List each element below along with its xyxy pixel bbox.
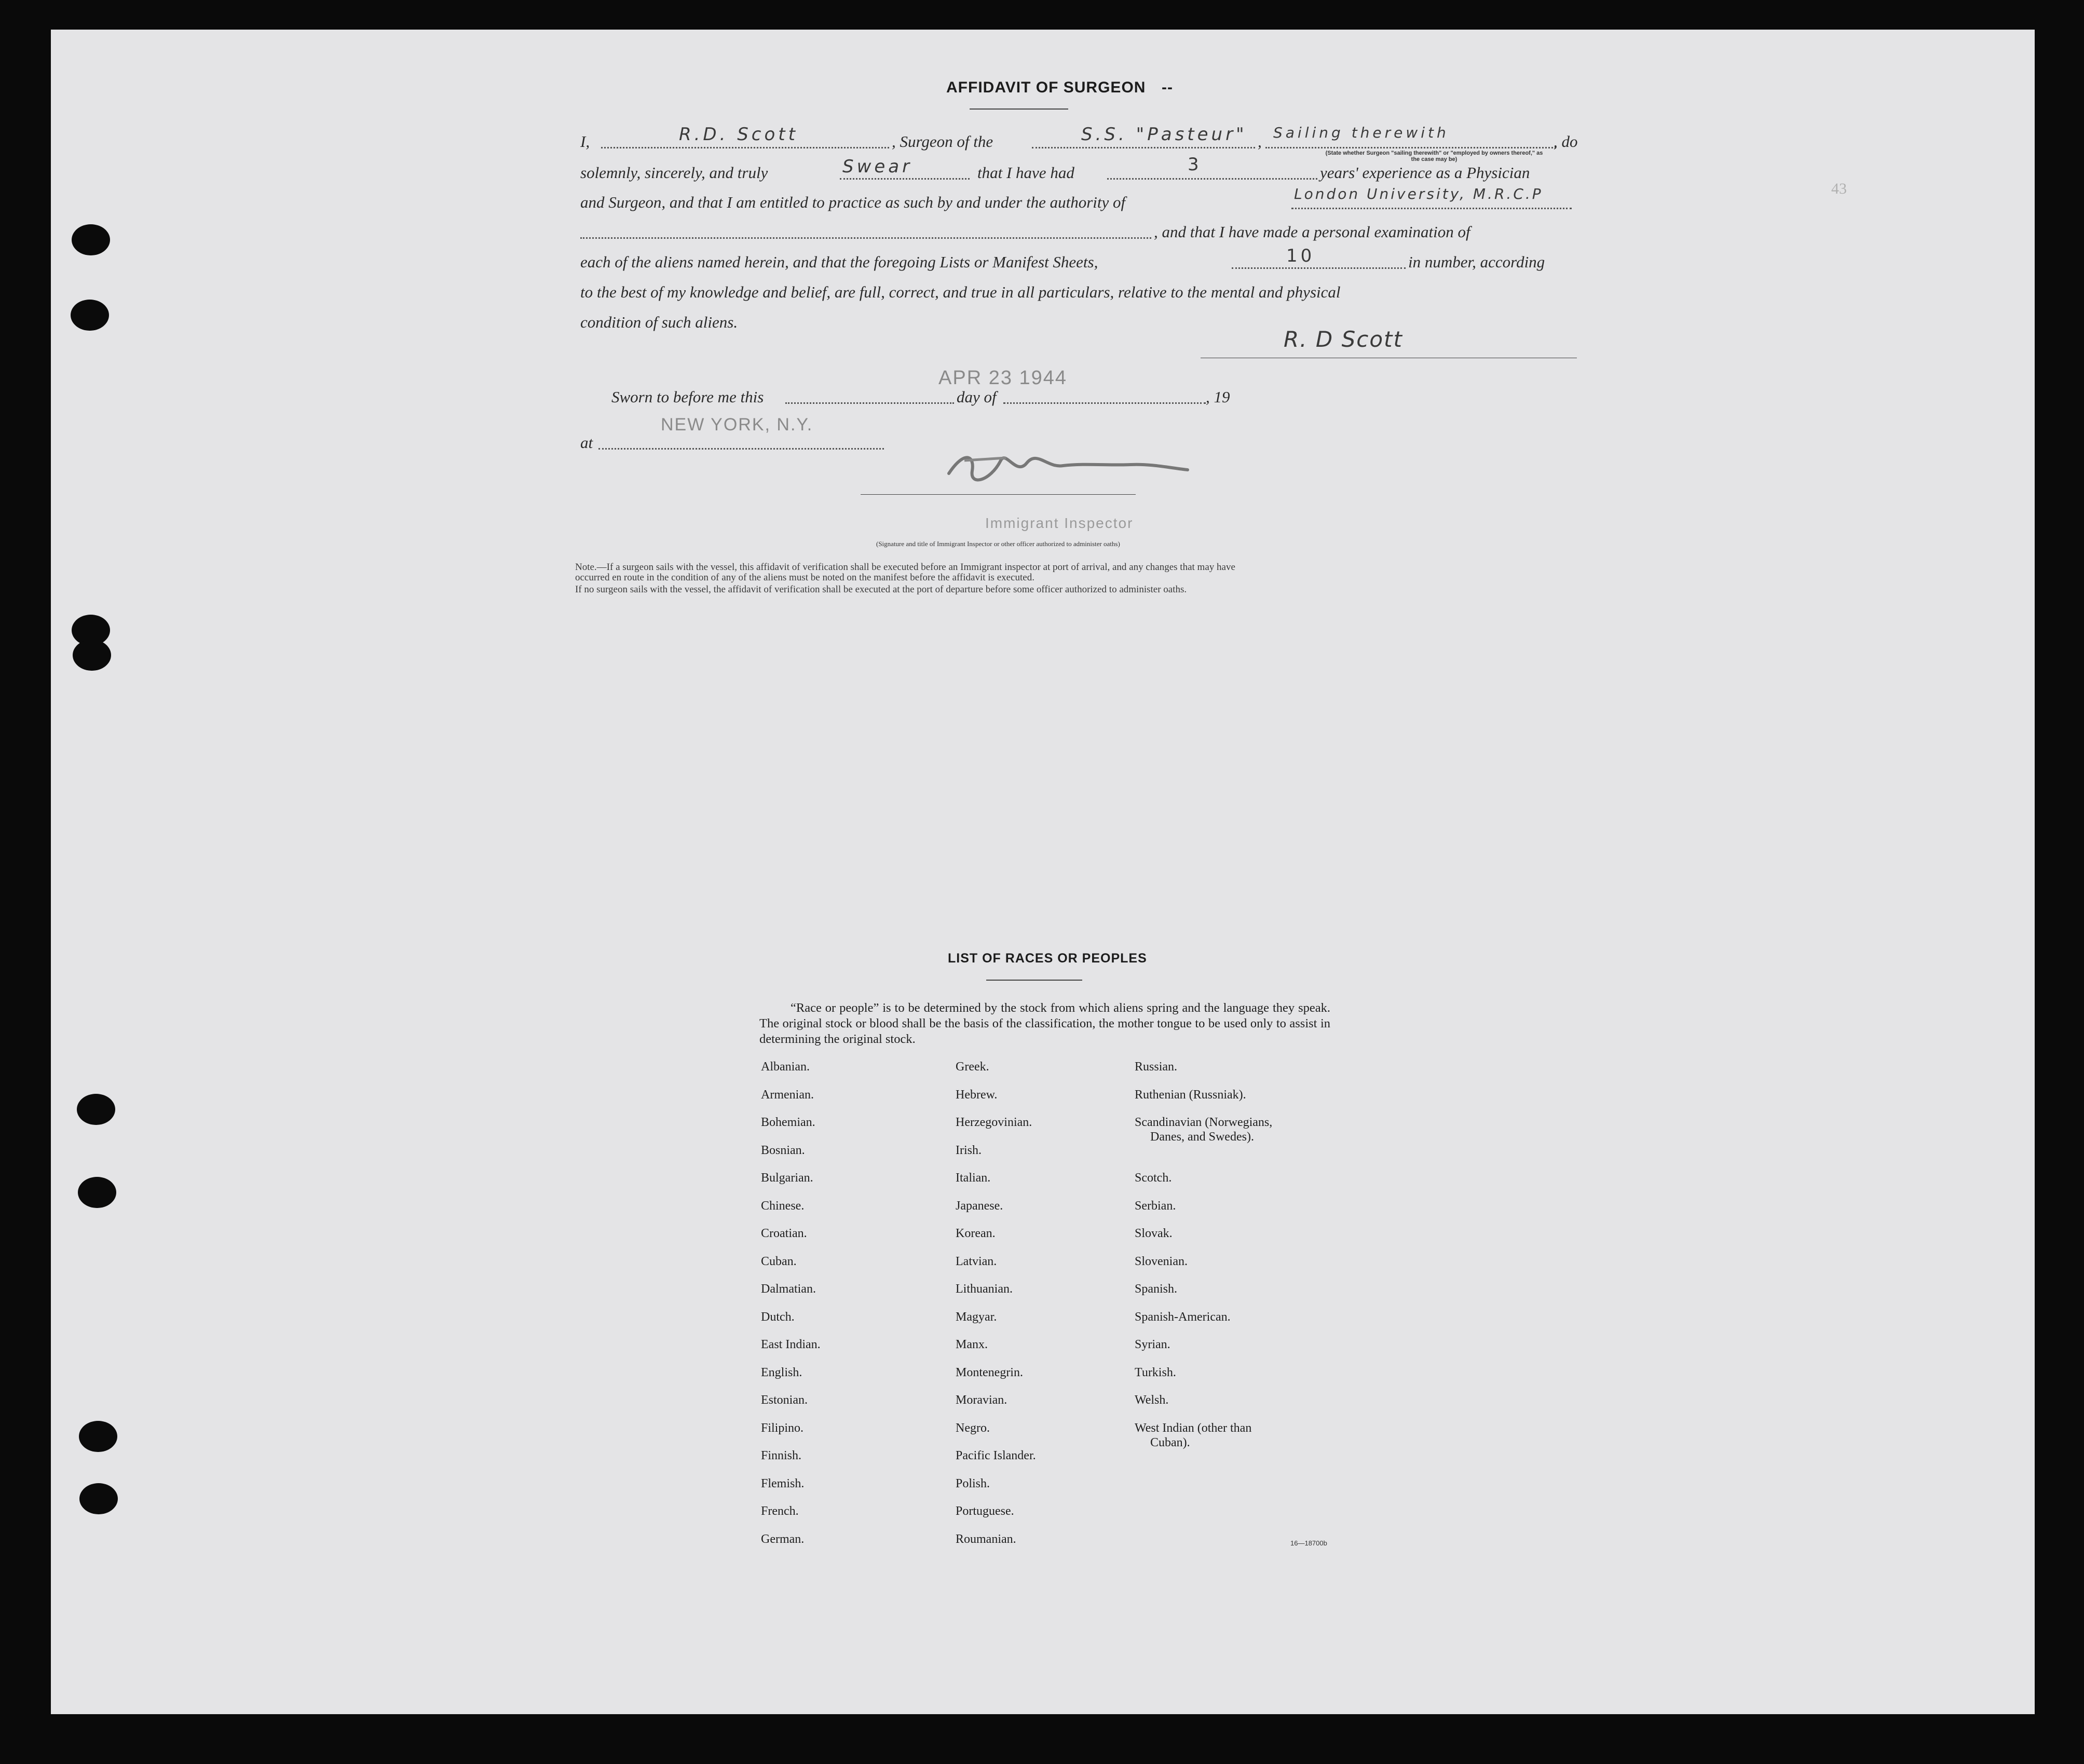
race-item: Filipino.	[761, 1421, 804, 1435]
race-item: Manx.	[956, 1338, 988, 1351]
punch-hole	[71, 300, 109, 331]
race-item: Magyar.	[956, 1310, 997, 1324]
authority-handwritten: London University, M.R.C.P	[1294, 185, 1543, 202]
surgeon-status-handwritten: Sailing therewith	[1273, 124, 1449, 141]
race-item: Pacific Islander.	[956, 1449, 1036, 1462]
race-item: Dutch.	[761, 1310, 795, 1324]
date-stamp: APR 23 1944	[938, 367, 1068, 389]
do: , do	[1554, 132, 1578, 151]
title-underline	[970, 108, 1068, 110]
line2-suffix: years' experience as a Physician	[1320, 164, 1530, 182]
race-item: Finnish.	[761, 1449, 802, 1462]
state-note: (State whether Surgeon "sailing therewith" or "employed by owners thereof," as the case may be)	[1325, 150, 1543, 162]
race-item: Russian.	[1135, 1060, 1178, 1074]
line4-suffix: , and that I have made a personal examination of	[1154, 223, 1470, 241]
surgeon-name-handwritten: R.D. Scott	[679, 124, 798, 145]
margin-mark: 43	[1831, 180, 1847, 197]
race-item: Danes, and Swedes).	[1150, 1130, 1254, 1144]
surgeon-of-the: , Surgeon of the	[892, 132, 993, 151]
race-item: Negro.	[956, 1421, 990, 1435]
race-item: French.	[761, 1504, 799, 1518]
race-item: Hebrew.	[956, 1088, 998, 1102]
punch-hole	[73, 640, 111, 671]
race-item: Greek.	[956, 1060, 989, 1074]
inspector-signature-line	[861, 494, 1136, 495]
race-item: Dalmatian.	[761, 1282, 816, 1296]
sheets-handwritten: 10	[1286, 246, 1315, 266]
sworn-prefix: Sworn to before me this	[611, 388, 764, 406]
punch-hole	[77, 1094, 115, 1125]
race-item: Welsh.	[1135, 1393, 1169, 1407]
race-item: Latvian.	[956, 1254, 997, 1268]
punch-hole	[79, 1483, 118, 1514]
punch-hole	[78, 1177, 116, 1208]
race-item: Irish.	[956, 1143, 982, 1157]
place-stamp: NEW YORK, N.Y.	[661, 415, 813, 435]
document-sheet	[51, 30, 2035, 1714]
oath-handwritten: Swear	[842, 156, 913, 177]
race-item: Ruthenian (Russniak).	[1135, 1088, 1246, 1102]
race-item: Roumanian.	[956, 1532, 1016, 1546]
note-line-2: occurred en route in the condition of any of the aliens must be noted on the manifest before the affidavit is executed.	[575, 572, 1034, 583]
sworn-day-of: day of	[957, 388, 997, 406]
affidavit-title: AFFIDAVIT OF SURGEON	[946, 79, 1146, 96]
years-handwritten: 3	[1188, 154, 1202, 175]
races-col-2	[956, 1060, 1036, 1560]
race-item: Japanese.	[956, 1199, 1003, 1213]
inspector-stamp: Immigrant Inspector	[985, 515, 1134, 531]
races-title: LIST OF RACES OR PEOPLES	[948, 951, 1147, 966]
line2-mid: that I have had	[977, 164, 1074, 182]
races-intro: “Race or people” is to be determined by the stock from which aliens spring and the language they speak. The original stock or blood shall be the basis of the classification, the mother tongue to be used only to assist in determining the original stock.	[759, 1001, 1330, 1046]
race-item: Lithuanian.	[956, 1282, 1013, 1296]
race-item: Estonian.	[761, 1393, 808, 1407]
title-mark: --	[1162, 79, 1173, 96]
race-item: East Indian.	[761, 1338, 821, 1351]
race-item: Serbian.	[1135, 1199, 1176, 1213]
race-item: Bosnian.	[761, 1143, 805, 1157]
note-line-1: Note.—If a surgeon sails with the vessel, this affidavit of verification shall be executed before an Immigrant inspector at port of arrival, and any changes that may have	[575, 562, 1235, 573]
race-item: Moravian.	[956, 1393, 1007, 1407]
surgeon-signature: R. D Scott	[1284, 327, 1403, 352]
ship-name-handwritten: S.S. "Pasteur"	[1081, 124, 1247, 145]
race-item: Montenegrin.	[956, 1365, 1023, 1379]
race-item: Spanish.	[1135, 1282, 1178, 1296]
race-item: Herzegovinian.	[956, 1116, 1032, 1129]
line5-prefix: each of the aliens named herein, and that the foregoing Lists or Manifest Sheets,	[580, 253, 1098, 271]
line2-prefix: solemnly, sincerely, and truly	[580, 164, 768, 182]
affidavit-i: I,	[580, 132, 590, 151]
comma: ,	[1258, 132, 1262, 151]
race-item: Turkish.	[1135, 1365, 1176, 1379]
race-item: Syrian.	[1135, 1338, 1170, 1351]
race-item: Scotch.	[1135, 1171, 1172, 1185]
form-number: 16—18700b	[1290, 1539, 1327, 1547]
race-item: Italian.	[956, 1171, 991, 1185]
line6: to the best of my knowledge and belief, are full, correct, and true in all particulars, relative to the mental and physical	[580, 283, 1341, 301]
races-title-underline	[986, 980, 1082, 981]
line7: condition of such aliens.	[580, 313, 738, 331]
race-item: Bohemian.	[761, 1116, 815, 1129]
race-item: Polish.	[956, 1476, 990, 1490]
sworn-at: at	[580, 433, 593, 452]
race-item: Slovenian.	[1135, 1254, 1188, 1268]
race-item: West Indian (other than	[1135, 1421, 1252, 1435]
race-item: Armenian.	[761, 1088, 814, 1102]
race-item: Flemish.	[761, 1476, 805, 1490]
race-item: Slovak.	[1135, 1227, 1173, 1240]
race-item: Chinese.	[761, 1199, 805, 1213]
race-item: Scandinavian (Norwegians,	[1135, 1116, 1273, 1129]
race-item: German.	[761, 1532, 805, 1546]
race-item: Portuguese.	[956, 1504, 1014, 1518]
race-item: Cuban).	[1150, 1435, 1190, 1449]
note-line-3: If no surgeon sails with the vessel, the affidavit of verification shall be executed at the port of departure before some officer authorized to administer oaths.	[575, 584, 1187, 595]
races-col-1	[761, 1060, 821, 1560]
race-item: Croatian.	[761, 1227, 807, 1240]
race-item: Cuban.	[761, 1254, 797, 1268]
sworn-year: , 19	[1206, 388, 1230, 406]
punch-hole	[72, 224, 110, 255]
inspector-signature	[944, 445, 1193, 486]
race-item: Spanish-American.	[1135, 1310, 1231, 1324]
race-item: Albanian.	[761, 1060, 810, 1074]
race-item: Korean.	[956, 1227, 996, 1240]
line5-suffix: in number, according	[1408, 253, 1545, 271]
signature-caption: (Signature and title of Immigrant Inspector or other officer authorized to administer oaths)	[876, 540, 1120, 548]
race-item: Bulgarian.	[761, 1171, 813, 1185]
race-item: English.	[761, 1365, 802, 1379]
punch-hole	[79, 1421, 117, 1452]
races-col-3	[1135, 1060, 1272, 1463]
line3-prefix: and Surgeon, and that I am entitled to practice as such by and under the authority of	[580, 193, 1126, 211]
